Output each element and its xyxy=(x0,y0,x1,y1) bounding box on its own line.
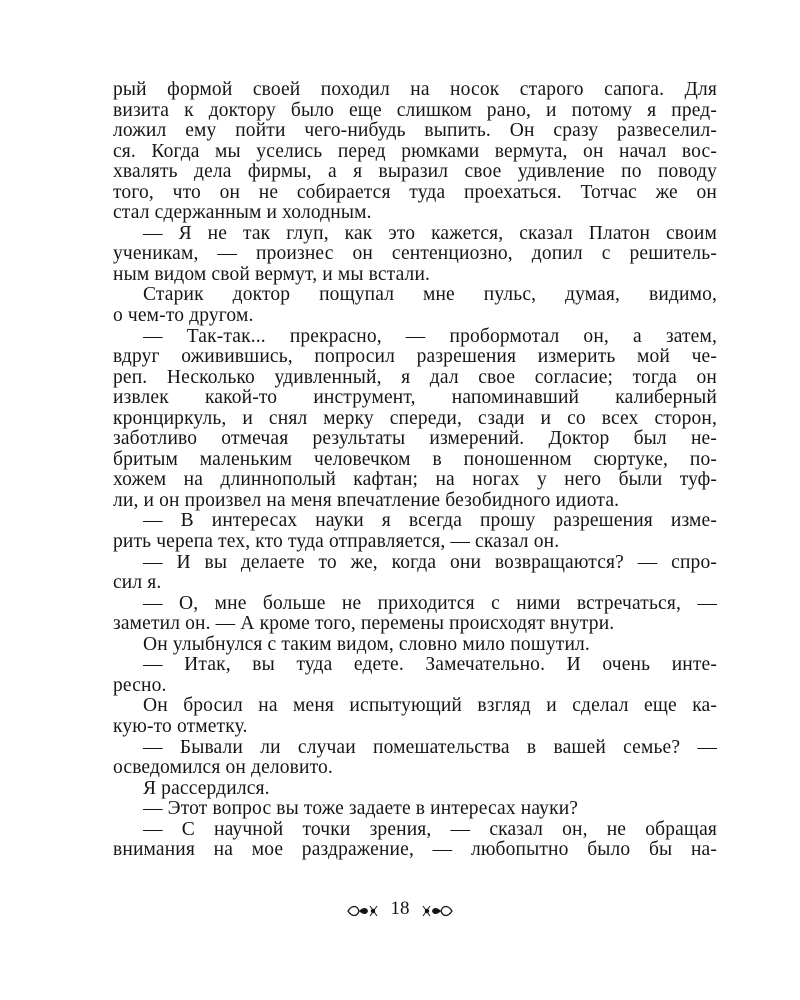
text-line: Старик доктор пощупал мне пульс, думая, видимо, xyxy=(143,284,717,306)
text-line: — И вы делаете то же, когда они возвращаются? — спро- xyxy=(143,551,717,573)
text-line: ложил ему пойти чего-нибудь выпить. Он сразу развеселил- xyxy=(113,120,717,142)
text-line: — С научной точки зрения, — сказал он, не обращая xyxy=(143,818,717,840)
text-line: — Так-так... прекрасно, — пробормотал он, а затем, xyxy=(143,325,717,347)
text-line: кронциркуль, и снял мерку спереди, сзади и со всех сторон, xyxy=(113,407,717,429)
text-line: Он бросил на меня испытующий взгляд и сделал еще ка- xyxy=(143,695,717,717)
text-line: ученикам, — произнес он сентенциозно, допил с решитель- xyxy=(113,243,717,265)
text-line: — О, мне больше не приходится с ними встречаться, — xyxy=(143,592,717,614)
text-line: ным видом свой вермут, и мы встали. xyxy=(113,263,431,285)
page-footer xyxy=(0,897,800,920)
text-line: рый формой своей походил на носок старого сапога. Для xyxy=(113,79,717,100)
text-line: Он улыбнулся с таким видом, словно мило пошутил. xyxy=(143,633,590,655)
text-line: извлек какой-то инструмент, напоминавший калиберный xyxy=(113,387,717,409)
text-line: реп. Несколько удивленный, я дал свое согласие; тогда он xyxy=(113,366,717,388)
text-line: бритым маленьким человечком в поношенном сюртуке, по- xyxy=(113,448,717,470)
text-line: заботливо отмечая результаты измерений. Доктор был не- xyxy=(113,428,717,450)
text-line: сил я. xyxy=(113,572,162,594)
text-line: визита к доктору было еще слишком рано, и потому я пред- xyxy=(113,99,717,121)
page-body-text xyxy=(113,80,717,861)
page-number: 18 xyxy=(390,897,410,919)
text-line: хожем на длиннополый кафтан; на ногах у него были туф- xyxy=(113,469,717,491)
text-line: кую-то отметку. xyxy=(113,715,248,737)
ornament-right-icon xyxy=(420,902,454,916)
text-line: хвалять дела фирмы, а я выразил свое удивление по поводу xyxy=(113,161,717,183)
text-line: — В интересах науки я всегда прошу разрешения изме- xyxy=(143,510,717,532)
text-line: внимания на мое раздражение, — любопытно было бы на- xyxy=(113,839,717,861)
text-line: вдруг оживившись, попросил разрешения измерить мой че- xyxy=(113,346,717,368)
text-line: Я рассердился. xyxy=(143,777,270,799)
text-line: — Я не так глуп, как это кажется, сказал Платон своим xyxy=(143,222,717,244)
text-line: ся. Когда мы уселись перед рюмками вермута, он начал вос- xyxy=(113,140,717,162)
text-line: — Бывали ли случаи помешательства в вашей семье? — xyxy=(143,736,717,758)
text-line: о чем-то другом. xyxy=(113,305,254,327)
text-line: рить черепа тех, кто туда отправляется, — сказал он. xyxy=(113,531,560,553)
text-line: осведомился он деловито. xyxy=(113,757,333,779)
text-line: ли, и он произвел на меня впечатление безобидного идиота. xyxy=(113,489,620,511)
text-line: того, что он не собирается туда проехаться. Тотчас же он xyxy=(113,181,717,203)
text-line: ресно. xyxy=(113,674,167,696)
text-line: стал сдержанным и холодным. xyxy=(113,202,372,224)
text-line: — Этот вопрос вы тоже задаете в интересах науки? xyxy=(143,798,579,820)
text-line: заметил он. — А кроме того, перемены происходят внутри. xyxy=(113,613,615,635)
ornament-left-icon xyxy=(346,902,380,916)
text-line: — Итак, вы туда едете. Замечательно. И очень инте- xyxy=(143,654,717,676)
